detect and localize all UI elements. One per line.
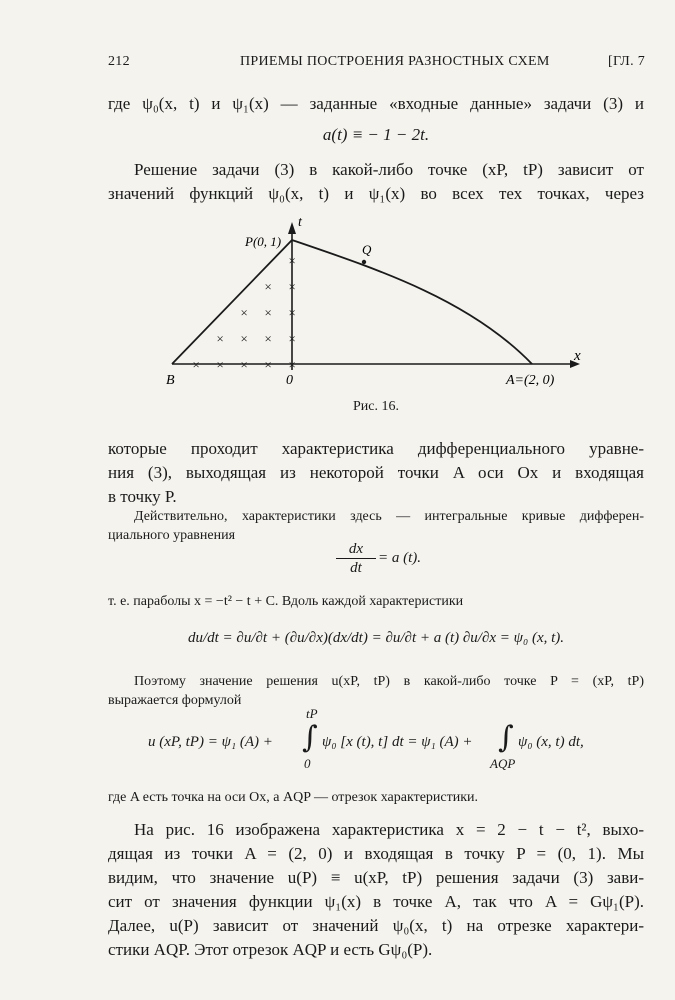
integral-upper-limit: tP [306,706,318,721]
cross-mark: × [263,331,273,346]
cross-mark: × [215,331,225,346]
equation-a: a(t) ≡ − 1 − 2t. [322,125,430,144]
integral-rhs: ψ₀ (x, t) dt, [518,734,584,750]
cross-mark: × [239,331,249,346]
running-title: ПРИЕМЫ ПОСТРОЕНИЯ РАЗНОСТНЫХ СХЕМ [240,54,550,69]
ode-denominator: dt [350,560,362,576]
paragraph-7-line: сит от значения функции ψ₁(x) в точке A, так что A = Gψ₁(P). [108,892,644,911]
paragraph-2-line: ния (3), выходящая из некоторой точки A оси Ox и входящая [108,463,644,482]
label-p: P(0, 1) [245,234,282,249]
integral-sign-1: ∫ [302,720,318,755]
cross-mark: × [263,279,273,294]
cross-mark: × [239,305,249,320]
cross-mark: × [287,253,297,268]
grid-crosses [192,253,297,372]
figure-caption: Рис. 16. [353,399,399,414]
ode-rhs: = a (t). [378,550,422,566]
paragraph-1-line: Решение задачи (3) в какой-либо точке (xP, tP) зависит от [134,160,644,179]
paragraph-3 [108,507,644,545]
point-q [362,260,366,264]
paragraph-2-line: в точку P. [108,487,177,506]
page-number: 212 [108,54,130,69]
paragraph-6-line: где A есть точка на оси Ox, а AQP — отрезок характеристики. [108,790,479,805]
paragraph-3-line: Действительно, характеристики здесь — интегральные кривые дифферен- [134,509,644,524]
integral-subscript: AQP [490,756,516,771]
cross-mark: × [239,357,249,372]
paragraph-2-line: которые проходит характеристика дифференциального уравне- [108,439,644,458]
paragraph-1 [108,158,644,206]
chapter-label: [ГЛ. 7 [608,54,645,69]
cross-mark: × [215,357,225,372]
paragraph-7 [108,818,644,962]
figure-16 [150,210,590,390]
ode-fraction [336,540,376,577]
integral-lower-limit: 0 [304,756,311,771]
paragraph-3-line: циального уравнения [108,528,236,543]
intro-line: где ψ₀(x, t) и ψ₁(x) — заданные «входные данные» задачи (3) и [108,94,644,113]
paragraph-7-line: дящая из точки A = (2, 0) и входящая в точку P = (0, 1). Мы [108,844,644,863]
integral-lhs: u (xP, tP) = ψ₁ (A) + [148,734,273,750]
label-t: t [298,215,302,230]
integral-sign-2: ∫ [498,720,514,755]
paragraph-4 [108,592,644,611]
equation-chain: du/dt = ∂u/∂t + (∂u/∂x)(dx/dt) = ∂u/∂t + a (t) ∂u/∂x = ψ₀ (x, t). [187,630,565,646]
intro-paragraph [108,92,644,116]
label-o: 0 [286,373,293,388]
cross-mark: × [263,305,273,320]
cross-mark: × [191,357,201,372]
cross-mark: × [287,279,297,294]
paragraph-7-line: видим, что значение u(P) ≡ u(xP, tP) решения задачи (3) зави- [108,868,644,887]
paragraph-7-line: Далее, u(P) зависит от значений ψ₀(x, t) на отрезке характери- [108,916,644,935]
cross-mark: × [287,331,297,346]
label-x: x [574,348,581,364]
label-q: Q [362,242,372,257]
line-b-p [172,240,292,364]
paragraph-2 [108,437,644,509]
paragraph-5 [108,672,644,710]
characteristic-curve [292,240,532,364]
t-axis-arrow [288,222,296,234]
label-b: B [166,373,175,388]
paragraph-1-line: значений функций ψ₀(x, t) и ψ₁(x) во всех тех точках, через [108,184,644,203]
paragraph-4-line: т. е. параболы x = −t² − t + C. Вдоль каждой характеристики [108,594,464,609]
paragraph-7-line: стики AQP. Этот отрезок AQP и есть Gψ₀(P). [108,940,433,959]
paragraph-5-line: Поэтому значение решения u(xP, tP) в какой-либо точке P = (xP, tP) [134,674,644,689]
ode-numerator: dx [336,540,376,559]
integral-middle: ψ₀ [x (t), t] dt = ψ₁ (A) + [322,734,473,750]
paragraph-7-line: На рис. 16 изображена характеристика x = 2 − t − t², выхо- [134,820,644,839]
paragraph-5-line: выражается формулой [108,693,242,708]
label-a: A=(2, 0) [506,373,555,388]
cross-mark: × [287,357,297,372]
cross-mark: × [263,357,273,372]
paragraph-6 [108,788,644,807]
cross-mark: × [287,305,297,320]
